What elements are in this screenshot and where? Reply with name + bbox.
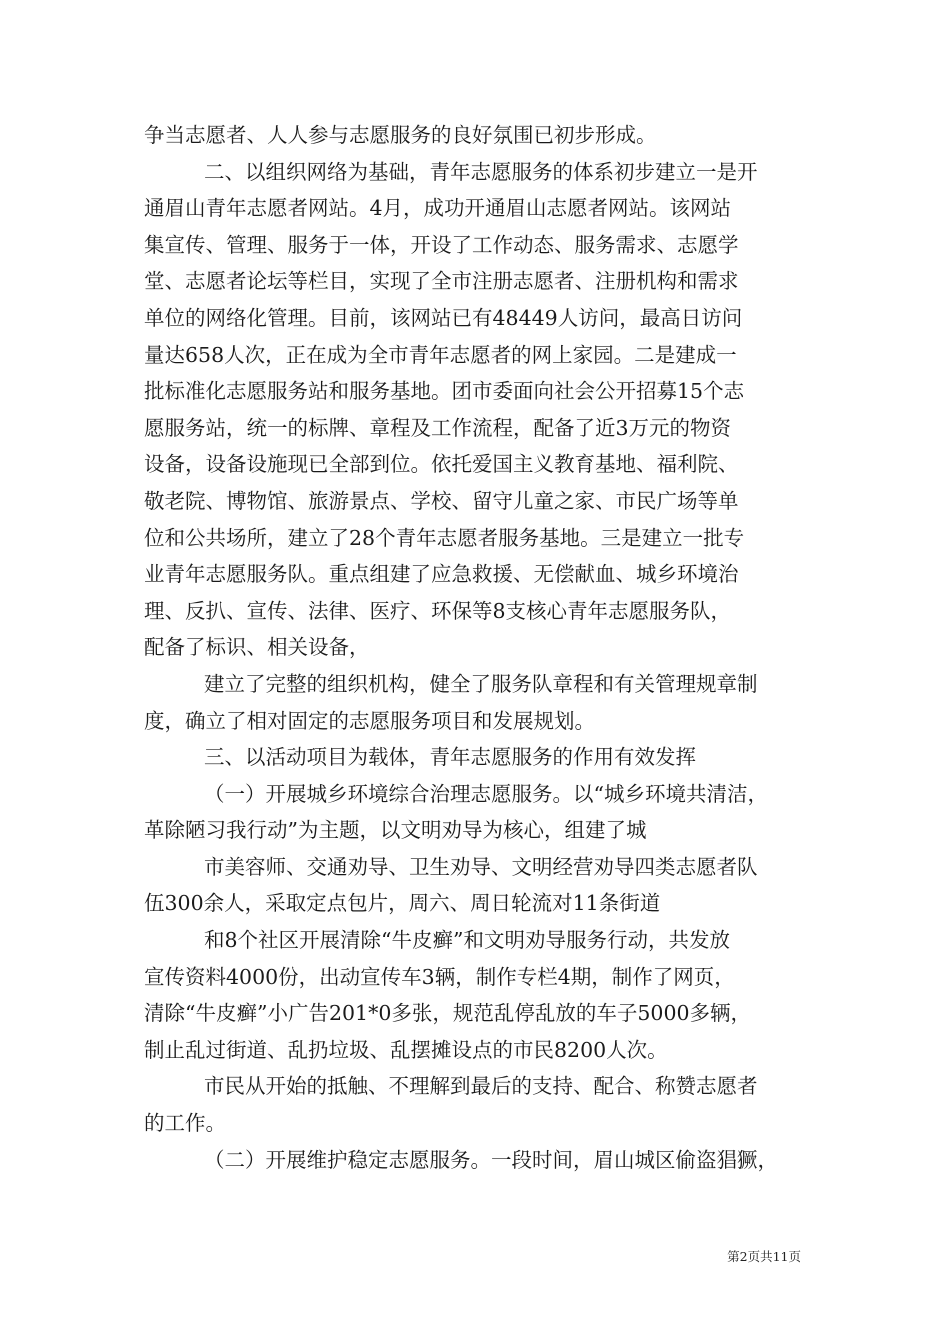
text-line: 批标准化志愿服务站和服务基地。团市委面向社会公开招募15个志 [144,379,745,404]
document-body [144,117,814,1178]
text-line: 单位的网络化管理。目前，该网站已有48449人访问，最高日访问 [144,305,743,330]
text-line: 配备了标识、相关设备， [144,635,370,660]
text-line: 市美容师、交通劝导、卫生劝导、文明经营劝导四类志愿者队 [204,854,758,879]
text-line: 革除陋习我行动”为主题，以文明劝导为核心，组建了城 [144,818,647,843]
page-number: 第2页共11页 [727,1249,801,1264]
text-line: 理、反扒、宣传、法律、医疗、环保等8支核心青年志愿服务队， [144,598,732,623]
text-line: 位和公共场所，建立了28个青年志愿者服务基地。三是建立一批专 [144,525,745,550]
text-line: （一）开展城乡环境综合治理志愿服务。以“城乡环境共清洁， [204,781,768,806]
text-line: 的工作。 [144,1111,226,1136]
section-heading: 三、以活动项目为载体，青年志愿服务的作用有效发挥 [204,745,696,770]
text-line: 堂、志愿者论坛等栏目，实现了全市注册志愿者、注册机构和需求 [144,269,739,294]
text-line: 伍300余人，采取定点包片，周六、周日轮流对11条街道 [144,891,661,916]
text-line: 宣传资料4000份，出动宣传车3辆，制作专栏4期，制作了网页， [144,964,735,989]
text-line: 和8个社区开展清除“牛皮癣”和文明劝导服务行动，共发放 [204,928,731,953]
text-line: 敬老院、博物馆、旅游景点、学校、留守儿童之家、市民广场等单 [144,488,739,513]
text-line: 二、以组织网络为基础，青年志愿服务的体系初步建立一是开 [204,159,758,184]
text-line: （二）开展维护稳定志愿服务。一段时间，眉山城区偷盗猖獗， [204,1147,778,1172]
text-line: 建立了完整的组织机构，健全了服务队章程和有关管理规章制 [204,671,758,696]
text-line: 争当志愿者、人人参与志愿服务的良好氛围已初步形成。 [144,123,657,147]
text-line: 通眉山青年志愿者网站。4月，成功开通眉山志愿者网站。该网站 [144,196,732,221]
text-line: 量达658人次，正在成为全市青年志愿者的网上家园。二是建成一 [144,342,737,367]
text-line: 业青年志愿服务队。重点组建了应急救援、无偿献血、城乡环境治 [144,562,739,587]
text-line: 集宣传、管理、服务于一体，开设了工作动态、服务需求、志愿学 [144,232,739,257]
text-line: 制止乱过街道、乱扔垃圾、乱摆摊设点的市民8200人次。 [144,1037,668,1062]
text-line: 设备，设备设施现已全部到位。依托爱国主义教育基地、福利院、 [144,452,739,477]
text-line: 市民从开始的抵触、不理解到最后的支持、配合、称赞志愿者 [204,1074,758,1099]
text-line: 清除“牛皮癣”小广告201*0多张，规范乱停乱放的车子5000多辆， [144,1001,752,1026]
text-line: 愿服务站，统一的标牌、章程及工作流程，配备了近3万元的物资 [144,415,732,440]
text-line: 度，确立了相对固定的志愿服务项目和发展规划。 [144,708,595,733]
